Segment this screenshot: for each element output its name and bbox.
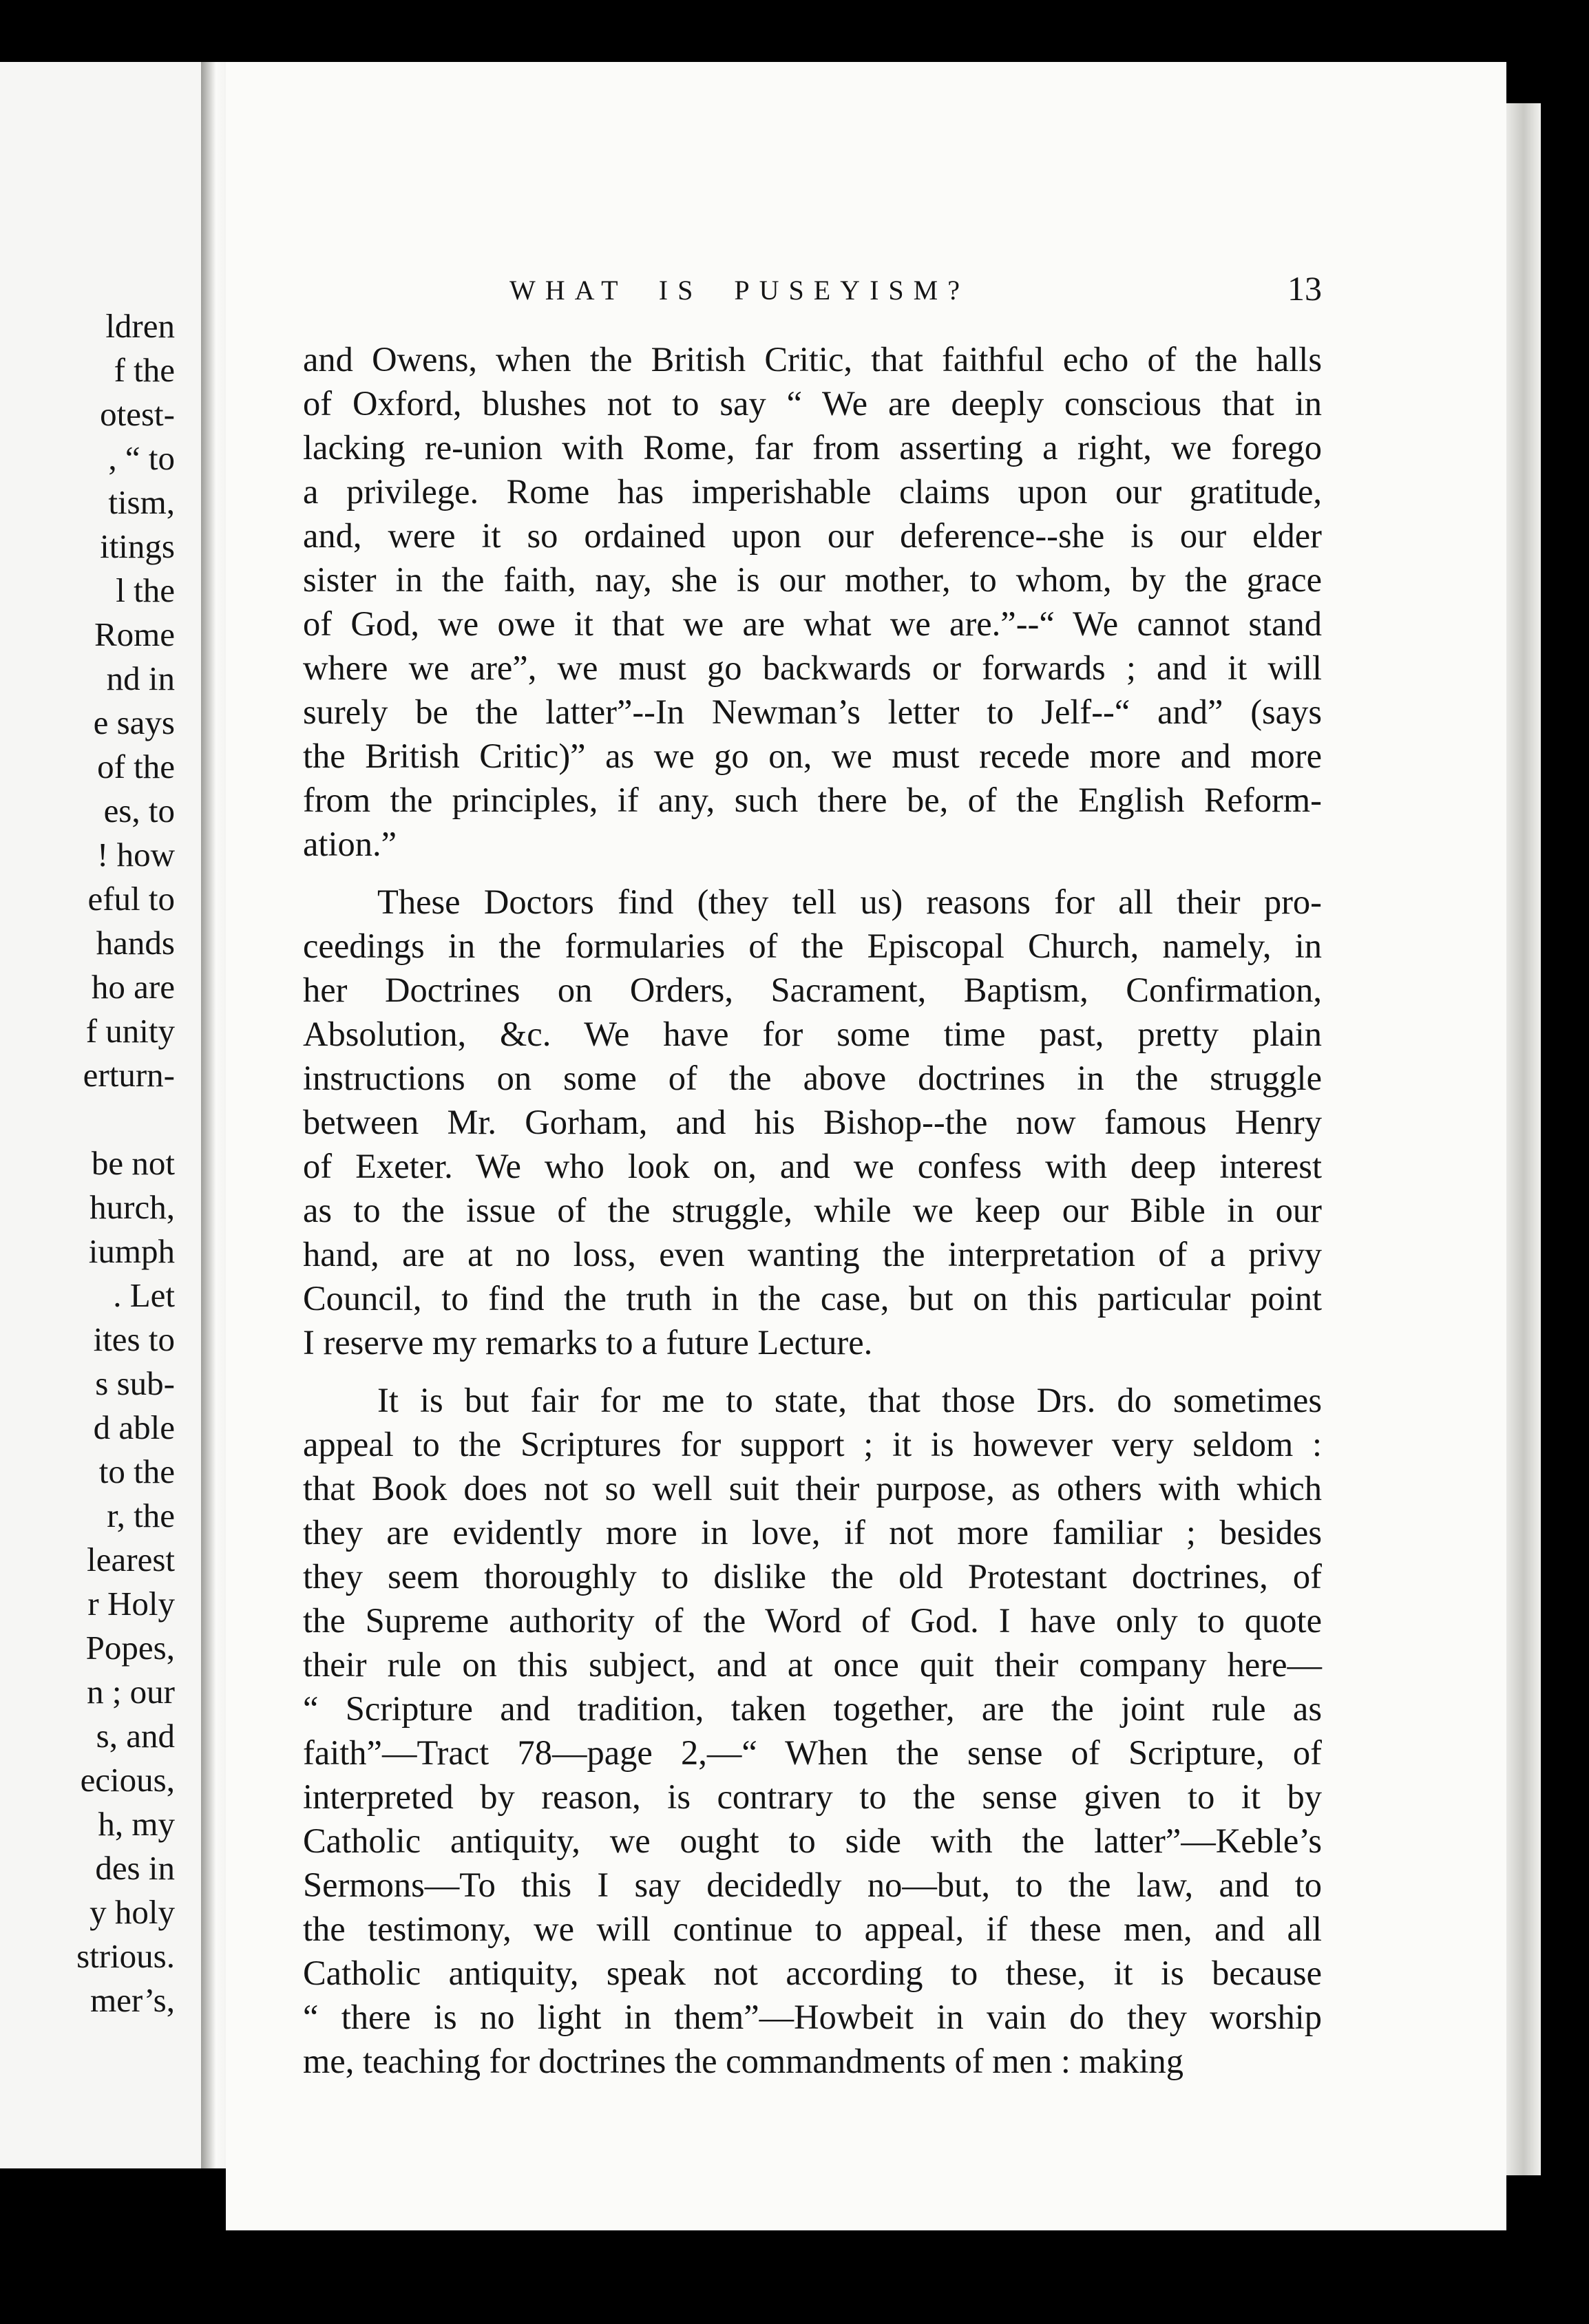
left-page-line: d able xyxy=(93,1408,175,1446)
left-page-line: itings xyxy=(100,527,175,565)
text-line: Absolution, &c. We have for some time past, pretty plain xyxy=(303,1015,1322,1053)
text-line: and Owens, when the British Critic, that faithful echo of the halls xyxy=(303,340,1322,379)
left-page-line: nd in xyxy=(106,659,175,697)
left-page-line: s sub- xyxy=(95,1364,175,1402)
left-page-line xyxy=(0,1097,175,1141)
text-line: lacking re-union with Rome, far from asserting a right, we forego xyxy=(303,428,1322,467)
left-page-line: hands xyxy=(96,924,175,962)
text-line: between Mr. Gorham, and his Bishop--the now famous Henry xyxy=(303,1103,1322,1141)
left-page-line: s, and xyxy=(96,1717,175,1755)
text-line: sister in the faith, nay, she is our mother, to whom, by the grace xyxy=(303,560,1322,599)
text-line: where we are”, we must go backwards or forwards ; and it will xyxy=(303,648,1322,687)
text-line: Sermons—To this I say decidedly no—but, to the law, and to xyxy=(303,1866,1322,1904)
left-page-line: ! how xyxy=(97,836,175,874)
text-line: “ Scripture and tradition, taken together, are the joint rule as xyxy=(303,1689,1322,1728)
text-line: It is but fair for me to state, that those Drs. do sometimes xyxy=(377,1381,1322,1419)
left-page-line: des in xyxy=(95,1849,175,1887)
left-page-line: Rome xyxy=(94,615,175,653)
text-line: hand, are at no loss, even wanting the interpretation of a privy xyxy=(303,1235,1322,1274)
text-line: from the principles, if any, such there be, of the English Reform- xyxy=(303,781,1322,819)
left-page-line: eful to xyxy=(87,880,175,918)
text-line: of Exeter. We who look on, and we confess with deep interest xyxy=(303,1147,1322,1185)
left-page-line: ites to xyxy=(93,1320,175,1358)
text-line: me, teaching for doctrines the commandments of men : making xyxy=(303,2042,1183,2080)
text-line: Catholic antiquity, we ought to side with the latter”—Keble’s xyxy=(303,1821,1322,1860)
text-line: the British Critic)” as we go on, we must recede more and more xyxy=(303,737,1322,775)
left-page-line: r Holy xyxy=(87,1585,175,1623)
page-number: 13 xyxy=(1287,269,1322,308)
text-line: interpreted by reason, is contrary to the sense given to it by xyxy=(303,1777,1322,1816)
left-page-line: f the xyxy=(114,351,175,389)
text-line: and, were it so ordained upon our deference--she is our elder xyxy=(303,516,1322,555)
left-page xyxy=(0,62,203,2168)
left-page-line: strious. xyxy=(76,1937,175,1975)
left-page-line: r, the xyxy=(107,1497,175,1534)
paragraph xyxy=(303,880,1322,1364)
text-line: I reserve my remarks to a future Lecture. xyxy=(303,1323,873,1362)
text-line: ceedings in the formularies of the Episcopal Church, namely, in xyxy=(303,927,1322,965)
text-line: surely be the latter”--In Newman’s letter to Jelf--“ and” (says xyxy=(303,693,1322,731)
text-line: the testimony, we will continue to appeal, if these men, and all xyxy=(303,1910,1322,1948)
paragraph xyxy=(303,337,1322,866)
book-gutter xyxy=(201,62,226,2168)
text-line: they seem thoroughly to dislike the old Protestant doctrines, of xyxy=(303,1557,1322,1596)
text-line: Council, to find the truth in the case, but on this particular point xyxy=(303,1279,1322,1318)
left-page-line: learest xyxy=(87,1541,175,1578)
left-page-line: e says xyxy=(93,704,175,741)
text-line: of God, we owe it that we are what we are.”--“ We cannot stand xyxy=(303,604,1322,643)
running-head xyxy=(303,268,1322,317)
left-page-line: iumph xyxy=(88,1232,175,1270)
text-line: their rule on this subject, and at once quit their company here— xyxy=(303,1645,1322,1684)
left-page-line: to the xyxy=(98,1452,175,1490)
left-page-line: es, to xyxy=(103,792,175,830)
text-line: as to the issue of the struggle, while we keep our Bible in our xyxy=(303,1191,1322,1229)
left-page-line: n ; our xyxy=(87,1673,175,1711)
running-title: WHAT IS PUSEYISM? xyxy=(509,275,969,306)
left-page-line: , “ to xyxy=(108,439,175,477)
text-line: of Oxford, blushes not to say “ We are deeply conscious that in xyxy=(303,384,1322,423)
left-page-line: ldren xyxy=(105,307,175,345)
text-line: faith”—Tract 78—page 2,—“ When the sense of Scripture, of xyxy=(303,1733,1322,1772)
text-line: her Doctrines on Orders, Sacrament, Baptism, Confirmation, xyxy=(303,971,1322,1009)
text-line: appeal to the Scriptures for support ; it is however very seldom : xyxy=(303,1425,1322,1464)
left-page-line: erturn- xyxy=(83,1056,175,1094)
left-page-line-ends xyxy=(0,304,175,2022)
paragraph-gap xyxy=(303,1364,1322,1378)
text-line: that Book does not so well suit their purpose, as others with which xyxy=(303,1469,1322,1508)
paragraph xyxy=(303,1378,1322,2083)
left-page-line: mer’s, xyxy=(90,1981,175,2019)
left-page-line: ecious, xyxy=(80,1761,175,1799)
left-page-line: . Let xyxy=(113,1276,175,1314)
left-page-line: tism, xyxy=(108,483,175,521)
left-page-line: be not xyxy=(91,1144,175,1182)
text-line: Catholic antiquity, speak not according to these, it is because xyxy=(303,1954,1322,1992)
left-page-line: f unity xyxy=(85,1012,175,1050)
text-line: These Doctors find (they tell us) reasons for all their pro- xyxy=(377,883,1322,921)
text-line: they are evidently more in love, if not more familiar ; besides xyxy=(303,1513,1322,1552)
left-page-line: Popes, xyxy=(85,1629,175,1667)
left-page-line: hurch, xyxy=(90,1188,175,1226)
text-line: the Supreme authority of the Word of God. I have only to quote xyxy=(303,1601,1322,1640)
left-page-line: h, my xyxy=(98,1805,175,1843)
text-line: ation.” xyxy=(303,825,397,863)
left-page-line: ho are xyxy=(91,968,175,1006)
left-page-line: l the xyxy=(116,571,175,609)
left-page-line: of the xyxy=(97,748,175,785)
left-page-line: otest- xyxy=(100,395,175,433)
text-line: “ there is no light in them”—Howbeit in vain do they worship xyxy=(303,1998,1322,2036)
paragraph-gap xyxy=(303,866,1322,880)
text-line: a privilege. Rome has imperishable claims upon our gratitude, xyxy=(303,472,1322,511)
text-line: instructions on some of the above doctrines in the struggle xyxy=(303,1059,1322,1097)
left-page-line: y holy xyxy=(90,1893,175,1931)
page-edge xyxy=(1506,103,1541,2175)
body-text xyxy=(303,337,1322,2083)
